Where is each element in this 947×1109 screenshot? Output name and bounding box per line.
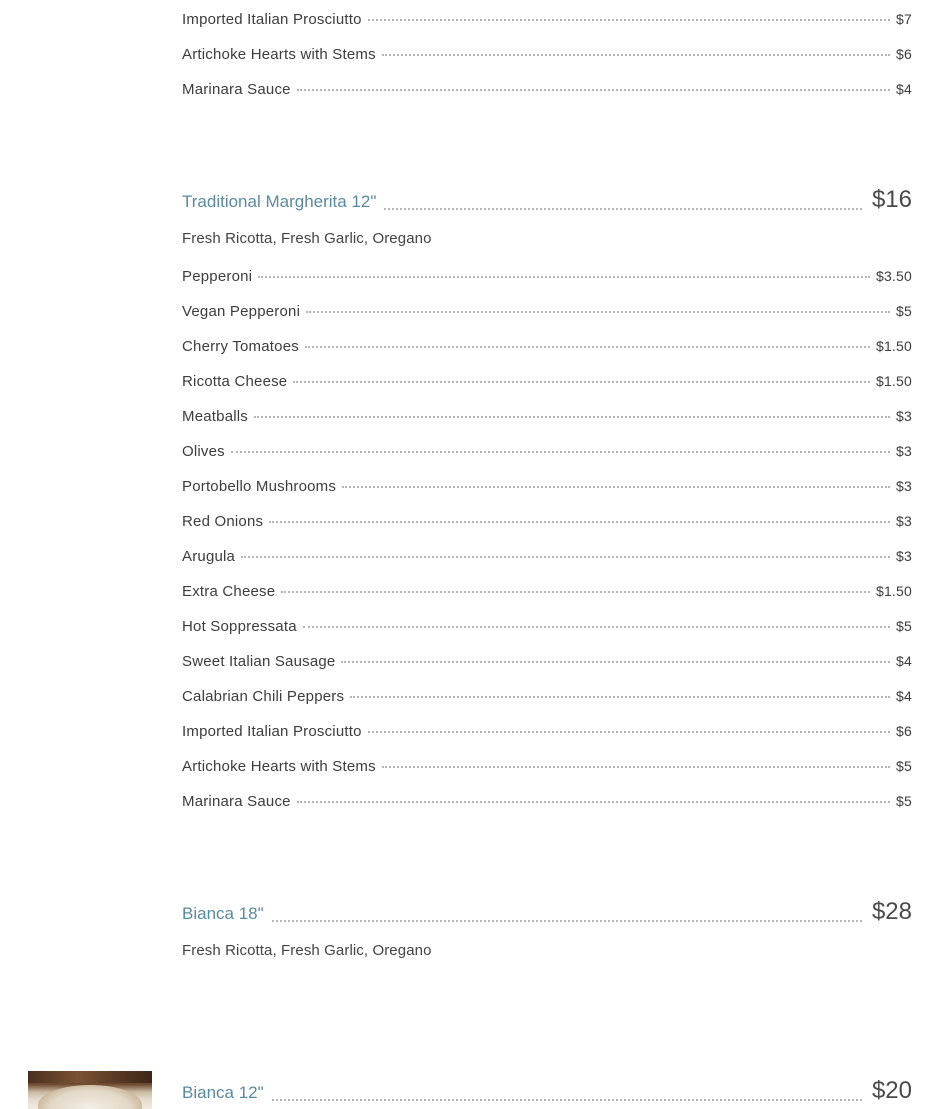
dot-leader xyxy=(272,1099,862,1101)
addon-name: Olives xyxy=(182,443,225,460)
addon-price: $7 xyxy=(896,11,912,27)
menu-item-name: Bianca 18" xyxy=(182,904,264,923)
addon-row xyxy=(182,303,912,325)
addon-price: $1.50 xyxy=(875,583,912,599)
dot-leader xyxy=(297,801,890,803)
addon-row xyxy=(182,268,912,290)
dot-leader xyxy=(368,731,890,733)
menu-item-header xyxy=(182,892,912,926)
menu-item-price: $16 xyxy=(871,186,912,213)
addon-row xyxy=(182,653,912,675)
menu-item-header xyxy=(182,1071,912,1105)
addon-row xyxy=(182,793,912,815)
addon-row xyxy=(182,81,912,103)
addon-price: $6 xyxy=(896,46,912,62)
addon-price: $1.50 xyxy=(875,338,912,354)
addon-name: Sweet Italian Sausage xyxy=(182,653,336,670)
dot-leader xyxy=(272,920,862,922)
menu-item-price: $28 xyxy=(871,898,912,925)
addon-name: Red Onions xyxy=(182,513,264,530)
dot-leader xyxy=(297,89,890,91)
addon-row xyxy=(182,478,912,500)
addon-price: $4 xyxy=(896,81,912,97)
addon-name: Extra Cheese xyxy=(182,583,276,600)
menu-item-name: Traditional Margherita 12" xyxy=(182,192,377,211)
addon-row xyxy=(182,548,912,570)
addon-row xyxy=(182,11,912,33)
dot-leader xyxy=(303,626,890,628)
addon-row xyxy=(182,46,912,68)
addon-row xyxy=(182,583,912,605)
addon-price: $5 xyxy=(896,303,912,319)
addon-name: Vegan Pepperoni xyxy=(182,303,301,320)
addon-row xyxy=(182,408,912,430)
dot-leader xyxy=(293,381,870,383)
addon-price: $3 xyxy=(896,408,912,424)
dot-leader xyxy=(342,486,890,488)
menu-item-name: Bianca 12" xyxy=(182,1083,264,1102)
addon-row xyxy=(182,618,912,640)
dot-leader xyxy=(382,766,890,768)
addon-price: $3.50 xyxy=(875,268,912,284)
addon-row xyxy=(182,513,912,535)
addon-name: Cherry Tomatoes xyxy=(182,338,299,355)
addon-name: Ricotta Cheese xyxy=(182,373,288,390)
addon-name: Imported Italian Prosciutto xyxy=(182,723,362,740)
addon-row xyxy=(182,688,912,710)
dot-leader xyxy=(350,696,890,698)
addon-name: Marinara Sauce xyxy=(182,793,291,810)
dot-leader xyxy=(382,54,890,56)
addon-price: $5 xyxy=(896,618,912,634)
dot-leader xyxy=(384,208,862,210)
addon-name: Marinara Sauce xyxy=(182,81,291,98)
dot-leader xyxy=(305,346,870,348)
dot-leader xyxy=(258,276,870,278)
addon-name: Hot Soppressata xyxy=(182,618,297,635)
menu-item-description: Fresh Ricotta, Fresh Garlic, Oregano xyxy=(182,942,432,959)
addon-name: Artichoke Hearts with Stems xyxy=(182,46,376,63)
addon-price: $5 xyxy=(896,793,912,809)
addon-price: $6 xyxy=(896,723,912,739)
addon-name: Portobello Mushrooms xyxy=(182,478,337,495)
addon-name: Imported Italian Prosciutto xyxy=(182,11,362,28)
menu-item-price: $20 xyxy=(871,1077,912,1104)
menu-item-header xyxy=(182,180,912,214)
addon-price: $4 xyxy=(896,688,912,704)
dot-leader xyxy=(306,311,890,313)
addon-price: $3 xyxy=(896,478,912,494)
addon-row xyxy=(182,758,912,780)
addon-price: $4 xyxy=(896,653,912,669)
addon-price: $1.50 xyxy=(875,373,912,389)
dot-leader xyxy=(231,451,890,453)
dot-leader xyxy=(269,521,890,523)
addon-price: $3 xyxy=(896,513,912,529)
addon-name: Arugula xyxy=(182,548,236,565)
addon-name: Artichoke Hearts with Stems xyxy=(182,758,376,775)
dot-leader xyxy=(281,591,870,593)
pizza-photo-thumbnail[interactable] xyxy=(28,1071,152,1109)
addon-name: Meatballs xyxy=(182,408,248,425)
addon-row xyxy=(182,338,912,360)
dot-leader xyxy=(241,556,890,558)
addon-price: $3 xyxy=(896,443,912,459)
addon-row xyxy=(182,723,912,745)
dot-leader xyxy=(341,661,890,663)
addon-name: Pepperoni xyxy=(182,268,253,285)
addon-price: $3 xyxy=(896,548,912,564)
addon-price: $5 xyxy=(896,758,912,774)
addon-row xyxy=(182,373,912,395)
dot-leader xyxy=(368,19,890,21)
dot-leader xyxy=(254,416,890,418)
addon-row xyxy=(182,443,912,465)
menu-item-description: Fresh Ricotta, Fresh Garlic, Oregano xyxy=(182,230,432,247)
addon-name: Calabrian Chili Peppers xyxy=(182,688,345,705)
